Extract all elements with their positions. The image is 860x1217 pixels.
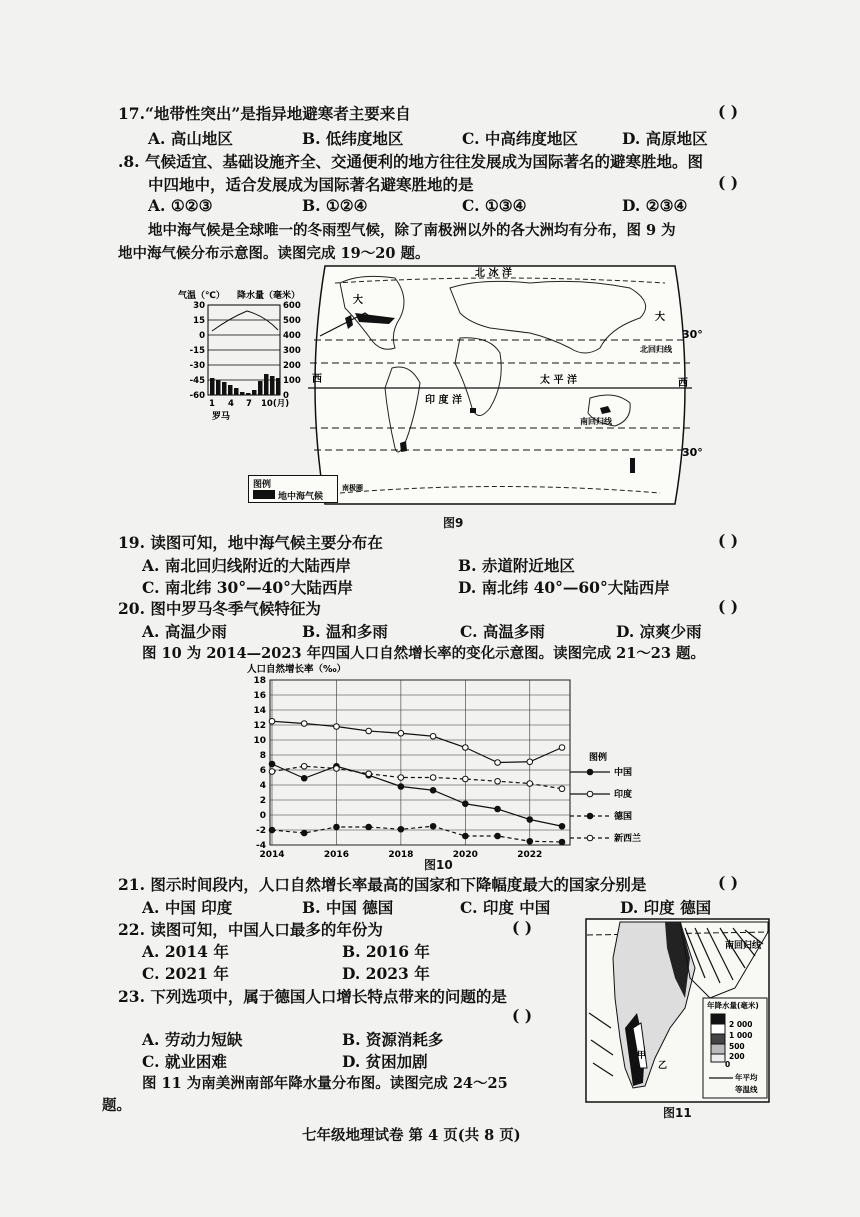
x-tick-label: 2022 <box>517 850 543 860</box>
world-map <box>300 258 703 513</box>
data-point <box>495 760 501 766</box>
intro21: 图 10 为 2014—2023 年四国人口自然增长率的变化示意图。读图完成 21～23 题。 <box>142 645 706 662</box>
temp-axis-label: 气温（℃） <box>178 291 225 301</box>
data-point <box>463 801 469 807</box>
q18-stem-line2: 中四地中，适合发展成为国际著名避寒胜地的是 <box>148 175 474 194</box>
x-tick-label: 2014 <box>259 850 285 860</box>
fig9-legend-swatch <box>253 490 275 499</box>
q17-answer-paren: ( ) <box>718 102 739 121</box>
y-tick-label: -2 <box>256 826 266 836</box>
q23-option-c: C. 就业困难 <box>142 1052 227 1071</box>
data-point <box>495 778 501 784</box>
west-label: 西 <box>312 374 322 385</box>
y-tick-label: 4 <box>259 781 266 791</box>
q18-stem-line1: .8. 气候适宜、基础设施齐全、交通便利的地方往往发展成为国际著名的避寒胜地。图 <box>118 152 703 171</box>
data-point <box>366 824 372 830</box>
precip-tick: 500 <box>283 316 301 326</box>
tropic-cancer-label: 北回归线 <box>640 345 672 354</box>
data-point <box>366 771 372 777</box>
x-tick-label: 2020 <box>452 850 478 860</box>
lat-30s-label: 30° <box>682 446 703 459</box>
intro19-line2: 地中海气候分布示意图。读图完成 19～20 题。 <box>118 245 430 262</box>
chart-ylabel: 人口自然增长率（‰） <box>247 664 347 675</box>
q23-answer-paren: ( ) <box>512 1006 533 1025</box>
data-point <box>559 839 565 845</box>
series-line-0 <box>272 764 562 826</box>
q17-option-a: A. 高山地区 <box>148 129 233 148</box>
legend-label: 新西兰 <box>614 834 642 844</box>
data-point <box>398 730 404 736</box>
fig11-legend-tick: 500 <box>729 1042 745 1051</box>
temp-curve <box>212 311 278 331</box>
temp-tick: -30 <box>189 361 205 371</box>
rome-climate-chart <box>175 288 315 423</box>
month-tick: 7 <box>246 399 252 409</box>
pacific-label: 太 平 洋 <box>540 375 577 386</box>
y-tick-label: 14 <box>253 706 266 716</box>
q17-option-c: C. 中高纬度地区 <box>462 129 578 148</box>
q20-option-b: B. 温和多雨 <box>302 622 388 641</box>
legend-marker <box>587 769 593 775</box>
legend-label: 印度 <box>614 790 633 800</box>
fig11-legend-tick: 1 000 <box>729 1031 753 1040</box>
pacific-east-label: 大 <box>655 312 665 323</box>
fig11-label-yi: 乙 <box>658 1061 668 1071</box>
data-point <box>269 827 275 833</box>
legend-marker <box>587 813 593 819</box>
fig9-legend <box>248 475 338 503</box>
data-point <box>334 724 340 730</box>
intro24-line2: 题。 <box>102 1097 131 1114</box>
q22-stem: 22. 读图可知，中国人口最多的年份为 <box>118 920 383 939</box>
q23-option-a: A. 劳动力短缺 <box>142 1030 243 1049</box>
data-point <box>269 769 275 775</box>
temp-tick: 30 <box>193 301 205 311</box>
fig10-chart <box>225 660 645 858</box>
data-point <box>301 763 307 769</box>
y-tick-label: 6 <box>259 766 266 776</box>
data-point <box>527 817 533 823</box>
legend-marker <box>587 835 593 841</box>
fig11-isotherm-label2: 等温线 <box>735 1085 758 1094</box>
data-point <box>366 728 372 734</box>
fig11-map <box>585 918 770 1103</box>
q22-option-a: A. 2014 年 <box>142 942 229 961</box>
data-point <box>430 775 436 781</box>
east-west-label: 西 <box>678 378 688 389</box>
precip-bars <box>210 374 280 395</box>
q18-option-c: C. ①③④ <box>462 196 527 215</box>
q20-option-a: A. 高温少雨 <box>142 622 227 641</box>
fig11-tropic-label: 南回归线 <box>725 941 762 951</box>
data-point <box>301 775 307 781</box>
fig11-legend-tick: 2 000 <box>729 1020 753 1029</box>
intro24-line1: 图 11 为南美洲南部年降水量分布图。读图完成 24～25 <box>142 1075 508 1092</box>
intro19-line1: 地中海气候是全球唯一的冬雨型气候，除了南极洲以外的各大洲均有分布，图 9 为 <box>148 222 676 239</box>
precip-tick: 300 <box>283 346 301 356</box>
fig10-caption: 图10 <box>424 858 453 872</box>
data-point <box>269 718 275 724</box>
temp-tick: -45 <box>189 376 205 386</box>
q23-stem: 23. 下列选项中，属于德国人口增长特点带来的问题的是 <box>118 987 507 1006</box>
indian-ocean-label: 印 度 洋 <box>425 395 462 406</box>
data-point <box>334 824 340 830</box>
q20-option-d: D. 凉爽少雨 <box>616 622 702 641</box>
atlantic-label: 大 <box>353 295 363 306</box>
data-point <box>430 787 436 793</box>
q19-stem: 19. 读图可知，地中海气候主要分布在 <box>118 533 383 552</box>
data-point <box>398 775 404 781</box>
q17-option-b: B. 低纬度地区 <box>302 129 404 148</box>
precip-tick: 0 <box>283 391 289 401</box>
page-footer: 七年级地理试卷 第 4 页(共 8 页) <box>302 1127 521 1144</box>
q19-option-a: A. 南北回归线附近的大陆西岸 <box>142 556 351 575</box>
data-point <box>301 721 307 727</box>
data-point <box>398 826 404 832</box>
y-tick-label: 10 <box>253 736 266 746</box>
data-point <box>495 833 501 839</box>
fig11-isotherm-label1: 年平均 <box>735 1073 758 1082</box>
data-point <box>301 830 307 836</box>
fig11-label-jia: 甲 <box>637 1051 647 1061</box>
data-point <box>527 759 533 765</box>
temp-tick: -60 <box>189 391 205 401</box>
fig9-legend-title: 图例 <box>253 480 272 490</box>
legend-marker <box>587 791 593 797</box>
q20-answer-paren: ( ) <box>718 597 739 616</box>
x-tick-label: 2018 <box>388 850 414 860</box>
series-line-1 <box>272 721 562 762</box>
q18-answer-paren: ( ) <box>718 173 739 192</box>
y-tick-label: 12 <box>253 721 266 731</box>
q22-option-c: C. 2021 年 <box>142 964 229 983</box>
data-point <box>463 776 469 782</box>
q19-option-c: C. 南北纬 30°—40°大陆西岸 <box>142 578 353 597</box>
y-tick-label: 0 <box>259 811 266 821</box>
data-point <box>463 833 469 839</box>
data-point <box>527 781 533 787</box>
y-tick-label: 2 <box>259 796 266 806</box>
antarctic-circle-label: 南极圈 <box>342 484 363 492</box>
series-line-2 <box>272 826 562 842</box>
fig9-caption: 图9 <box>443 516 464 530</box>
fig11-legend-title: 年降水量(毫米) <box>707 1001 759 1010</box>
legend-label: 中国 <box>614 768 633 778</box>
arctic-ocean-label: 北 冰 洋 <box>475 268 512 279</box>
data-point <box>559 786 565 792</box>
precip-tick: 400 <box>283 331 301 341</box>
data-point <box>527 838 533 844</box>
q18-option-b: B. ①②④ <box>302 196 368 215</box>
month-tick: 4 <box>228 399 234 409</box>
data-point <box>334 766 340 772</box>
q21-option-c: C. 印度 中国 <box>460 898 551 917</box>
fig11-legend-tick: 200 <box>729 1052 745 1061</box>
fig11-caption: 图11 <box>663 1106 692 1120</box>
y-tick-label: 18 <box>253 676 266 686</box>
q21-option-d: D. 印度 德国 <box>620 898 712 917</box>
precip-tick: 100 <box>283 376 301 386</box>
data-point <box>430 823 436 829</box>
q23-option-b: B. 资源消耗多 <box>342 1030 444 1049</box>
q18-option-a: A. ①②③ <box>148 196 213 215</box>
data-point <box>430 733 436 739</box>
q20-option-c: C. 高温多雨 <box>460 622 545 641</box>
precip-tick: 200 <box>283 361 301 371</box>
data-point <box>269 761 275 767</box>
q19-option-d: D. 南北纬 40°—60°大陆西岸 <box>458 578 670 597</box>
q22-answer-paren: ( ) <box>512 918 533 937</box>
data-point <box>495 806 501 812</box>
q21-stem: 21. 图示时间段内，人口自然增长率最高的国家和下降幅度最大的国家分别是 <box>118 875 647 894</box>
q18-option-d: D. ②③④ <box>622 196 688 215</box>
q17-stem: 17.“地带性突出”是指异地避寒者主要来自 <box>118 104 411 123</box>
fig11-legend-tick: 0 <box>725 1060 731 1069</box>
q19-answer-paren: ( ) <box>718 531 739 550</box>
temp-tick: 15 <box>193 316 205 326</box>
month-tick: 1 <box>209 399 215 409</box>
tropic-capricorn-label: 南回归线 <box>580 417 612 426</box>
q22-option-d: D. 2023 年 <box>342 964 430 983</box>
q17-option-d: D. 高原地区 <box>622 129 708 148</box>
chart-legend-title: 图例 <box>589 753 608 763</box>
data-point <box>398 784 404 790</box>
fig9-legend-item: 地中海气候 <box>278 492 324 502</box>
x-tick-label: 2016 <box>323 850 349 860</box>
q23-option-d: D. 贫困加剧 <box>342 1052 428 1071</box>
data-point <box>559 745 565 751</box>
q21-option-a: A. 中国 印度 <box>142 898 233 917</box>
map-frame <box>315 266 685 504</box>
city-label: 罗马 <box>212 412 231 422</box>
temp-tick: -15 <box>189 346 205 356</box>
q21-answer-paren: ( ) <box>718 873 739 892</box>
month-tick: 10(月) <box>261 399 290 409</box>
q20-stem: 20. 图中罗马冬季气候特征为 <box>118 599 321 618</box>
precip-tick: 600 <box>283 301 301 311</box>
plot-frame <box>270 680 570 845</box>
temp-tick: 0 <box>199 331 205 341</box>
series-line-3 <box>272 766 562 789</box>
precip-axis-label: 降水量（毫米） <box>237 291 301 301</box>
data-point <box>559 823 565 829</box>
legend-label: 德国 <box>614 812 633 822</box>
y-tick-label: 16 <box>253 691 266 701</box>
q22-option-b: B. 2016 年 <box>342 942 430 961</box>
y-tick-label: 8 <box>259 751 266 761</box>
y-tick-label: -4 <box>256 841 266 851</box>
lat-30n-label: 30° <box>682 328 703 341</box>
data-point <box>463 745 469 751</box>
q21-option-b: B. 中国 德国 <box>302 898 394 917</box>
q19-option-b: B. 赤道附近地区 <box>458 556 575 575</box>
